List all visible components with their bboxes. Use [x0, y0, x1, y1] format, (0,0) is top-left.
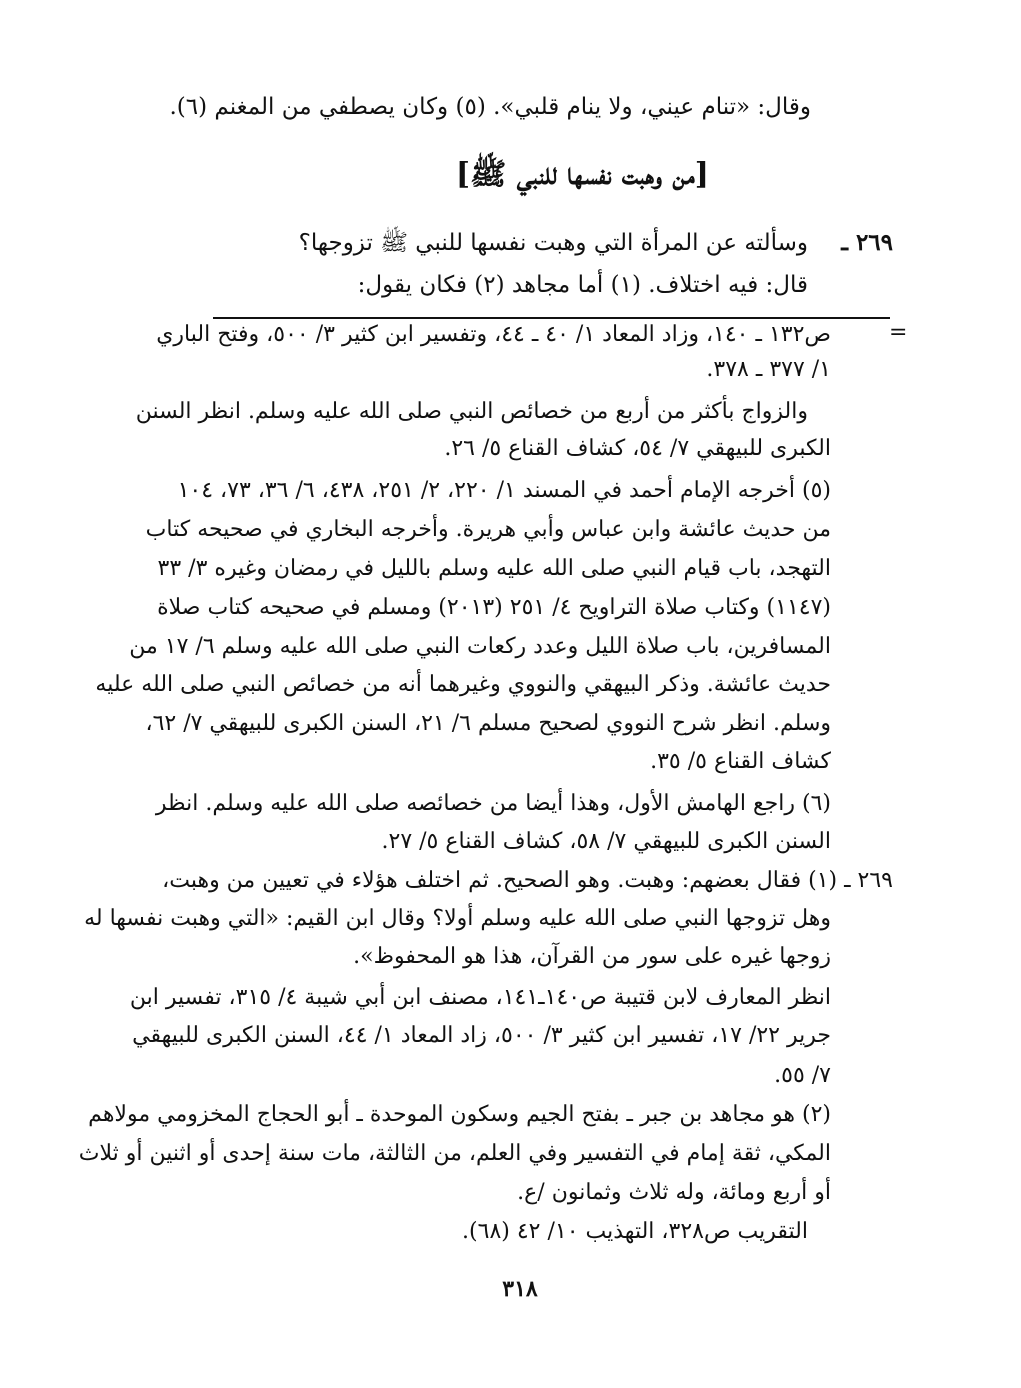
footnote-line: (١١٤٧) وكتاب صلاة التراويح ٤/ ٢٥١ (٢٠١٣) ومسلم في صحيحه كتاب صلاة	[157, 595, 831, 620]
question-line-2: قال: فيه اختلاف. (١) أما مجاهد (٢) فكان يقول:	[357, 272, 808, 298]
footnote-line: حديث عائشة. وذكر البيهقي والنووي وغيرهما أنه من خصائص النبي صلى الله عليه	[95, 672, 831, 697]
top-text-line: وقال: «تنام عيني، ولا ينام قلبي». (٥) وكان يصطفي من المغنم (٦).	[169, 94, 811, 120]
footnote-line: السنن الكبرى للبيهقي ٧/ ٥٨، كشاف القناع ٥/ ٢٧.	[381, 829, 831, 854]
footnote-line: زوجها غيره على سور من القرآن، هذا هو المحفوظ».	[353, 944, 831, 969]
question-number: ٢٦٩ ـ	[841, 229, 893, 256]
footnote-line: التهجد، باب قيام النبي صلى الله عليه وسلم بالليل في رمضان وغيره ٣/ ٣٣	[157, 556, 831, 581]
footnote-line: ص١٣٢ ـ ١٤٠، وزاد المعاد ١/ ٤٠ ـ ٤٤، وتفسير ابن كثير ٣/ ٥٠٠، وفتح الباري	[156, 322, 831, 347]
footnote-line: ٢٦٩ ـ (١) فقال بعضهم: وهبت. وهو الصحيح. ثم اختلف هؤلاء في تعيين من وهبت،	[162, 868, 893, 893]
footnote-separator	[213, 317, 890, 319]
footnote-line: التقريب ص٣٢٨، التهذيب ١٠/ ٤٢ (٦٨).	[462, 1219, 808, 1244]
footnote-line: أو أربع ومائة، وله ثلاث وثمانون /ع.	[517, 1180, 831, 1205]
footnote-line: المسافرين، باب صلاة الليل وعدد ركعات النبي صلى الله عليه وسلم ٦/ ١٧ من	[129, 634, 831, 659]
footnote-line: وهل تزوجها النبي صلى الله عليه وسلم أولا؟ وقال ابن القيم: «التي وهبت نفسها له	[84, 906, 831, 931]
footnote-line: كشاف القناع ٥/ ٣٥.	[650, 749, 831, 774]
section-heading: [من وهبت نفسها للنبي ﷺ]	[455, 157, 709, 192]
question-line-1: وسألته عن المرأة التي وهبت نفسها للنبي ﷺ تزوجها؟	[298, 230, 808, 256]
footnote-line: جرير ٢٢/ ١٧، تفسير ابن كثير ٣/ ٥٠٠، زاد المعاد ١/ ٤٤، السنن الكبرى للبيهقي	[132, 1023, 831, 1048]
footnote-line: ٧/ ٥٥.	[774, 1063, 831, 1088]
footnote-line: وسلم. انظر شرح النووي لصحيح مسلم ٦/ ٢١، السنن الكبرى للبيهقي ٧/ ٦٢،	[145, 711, 831, 736]
footnote-line: (٥) أخرجه الإمام أحمد في المسند ١/ ٢٢٠، ٢/ ٢٥١، ٤٣٨، ٦/ ٣٦، ٧٣، ١٠٤	[177, 478, 831, 503]
footnote-line: (٦) راجع الهامش الأول، وهذا أيضا من خصائصه صلى الله عليه وسلم. انظر	[155, 791, 831, 816]
footnote-line: الكبرى للبيهقي ٧/ ٥٤، كشاف القناع ٥/ ٢٦.	[444, 436, 831, 461]
footnote-line: من حديث عائشة وابن عباس وأبي هريرة. وأخرجه البخاري في صحيحه كتاب	[145, 517, 831, 542]
footnote-continuation-mark: =	[889, 320, 908, 345]
footnote-line: والزواج بأكثر من أربع من خصائص النبي صلى الله عليه وسلم. انظر السنن	[135, 399, 808, 424]
footnote-line: ١/ ٣٧٧ ـ ٣٧٨.	[706, 357, 831, 382]
page-number: ٣١٨	[502, 1276, 538, 1302]
footnote-line: (٢) هو مجاهد بن جبر ـ بفتح الجيم وسكون الموحدة ـ أبو الحجاج المخزومي مولاهم	[88, 1102, 831, 1127]
footnote-line: انظر المعارف لابن قتيبة ص١٤٠ـ١٤١، مصنف ابن أبي شيبة ٤/ ٣١٥، تفسير ابن	[129, 985, 831, 1010]
footnote-line: المكي، ثقة إمام في التفسير وفي العلم، من الثالثة، مات سنة إحدى أو اثنين أو ثلاث	[78, 1141, 831, 1166]
